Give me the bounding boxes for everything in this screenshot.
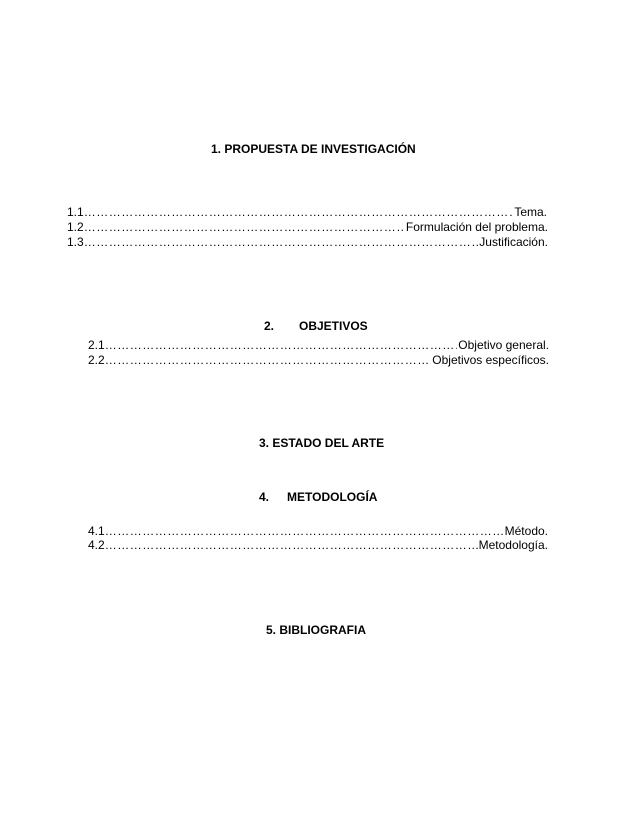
- toc-item-label: Justificación.: [479, 235, 548, 249]
- section-5-heading: 5. BIBLIOGRAFIA: [266, 623, 367, 637]
- toc-item-label: Tema.: [514, 205, 547, 219]
- leader-dots: [105, 538, 478, 553]
- toc-item-number: 1.1: [67, 205, 84, 219]
- toc-item-1-1: [67, 205, 547, 220]
- toc-item-number: 2.1: [88, 338, 105, 352]
- toc-item-4-1: [88, 524, 548, 539]
- toc-item-label: Método.: [504, 524, 548, 538]
- section-title: METODOLOGÍA: [287, 490, 378, 504]
- leader-dots: [105, 353, 432, 368]
- section-2-heading: [264, 319, 368, 333]
- section-4-heading: [259, 490, 377, 504]
- toc-item-label: Objetivos específicos.: [432, 353, 549, 367]
- leader-dots: [84, 235, 479, 250]
- toc-item-number: 1.2: [67, 220, 84, 234]
- section-number: 4.: [259, 490, 270, 504]
- toc-item-2-2: [88, 353, 549, 368]
- toc-item-label: Metodología.: [478, 538, 548, 552]
- section-title: OBJETIVOS: [299, 319, 368, 333]
- toc-item-number: 2.2: [88, 353, 105, 367]
- leader-dots: [105, 524, 504, 539]
- toc-item-number: 4.2: [88, 538, 105, 552]
- toc-item-1-2: [67, 220, 548, 235]
- toc-item-number: 1.3: [67, 235, 84, 249]
- section-3-heading: 3. ESTADO DEL ARTE: [259, 436, 385, 450]
- section-1-heading: 1. PROPUESTA DE INVESTIGACIÓN: [211, 142, 416, 156]
- toc-item-label: Objetivo general.: [458, 338, 549, 352]
- toc-item-2-1: [88, 338, 549, 353]
- leader-dots: [105, 338, 458, 353]
- leader-dots: [84, 205, 514, 220]
- toc-item-label: Formulación del problema.: [405, 220, 548, 234]
- toc-item-number: 4.1: [88, 524, 105, 538]
- leader-dots: [84, 220, 405, 235]
- toc-item-1-3: [67, 235, 548, 250]
- toc-item-4-2: [88, 538, 548, 553]
- section-number: 2.: [264, 319, 275, 333]
